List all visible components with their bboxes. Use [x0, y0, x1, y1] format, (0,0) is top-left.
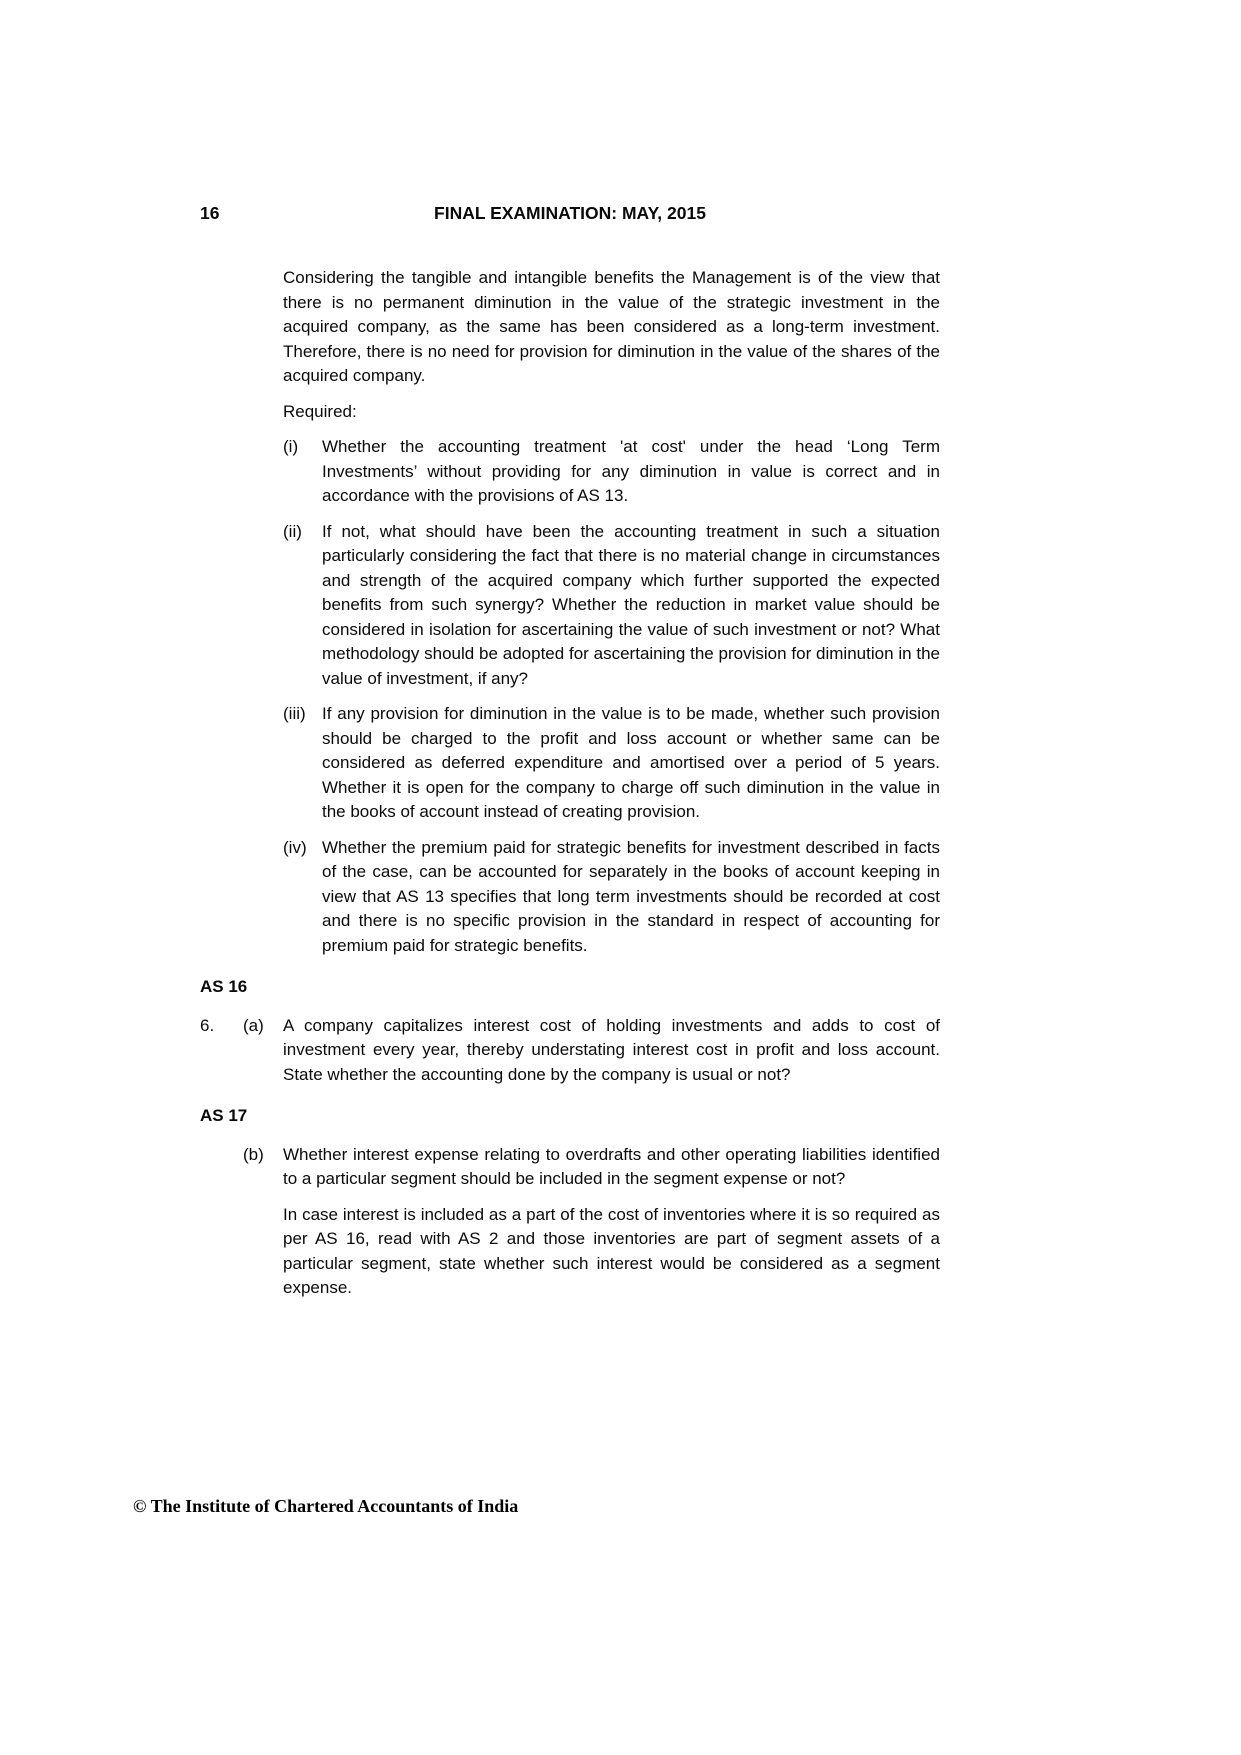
question-sub-marker: (b): [243, 1144, 264, 1164]
list-item-iii: [283, 702, 940, 825]
list-item-text: Whether the premium paid for strategic benefits for investment described in facts of the case, can be accounted for separately in the books of account keeping in view that AS 13 specifies that long term investments should be recorded at cost and there is no specific provision in the standard in respect of accounting for premium paid for strategic benefits.: [322, 837, 940, 955]
copyright-footer: © The Institute of Chartered Accountants of India: [133, 1496, 519, 1516]
list-marker: (i): [283, 437, 299, 456]
page-title: FINAL EXAMINATION: MAY, 2015: [434, 203, 706, 223]
list-item-text: If not, what should have been the accounting treatment in such a situation particularly considering the fact that there is no material change in circumstances and strength of the acquired company which further supported the expected benefits from such synergy? Whether the reduction in market value should be considered in isolation for ascertaining the value of such investment or not? What methodology should be adopted for ascertaining the provision for diminution in the value of investment, if any?: [322, 521, 940, 688]
list-item-text: Whether the accounting treatment 'at cost' under the head ‘Long Term Investments’ without providing for any diminution in value is correct and in accordance with the provisions of AS 13.: [322, 437, 940, 505]
list-item-ii: [283, 520, 940, 692]
list-item-iv: [283, 836, 940, 959]
question-sub-marker: (a): [243, 1015, 264, 1035]
list-item-text: If any provision for diminution in the value is to be made, whether such provision should be charged to the profit and loss account or whether same can be considered as deferred expenditure and amortised over a period of 5 years. Whether it is open for the company to charge off such diminution in the value in the books of account instead of creating provision.: [322, 704, 940, 821]
list-marker: (iii): [283, 704, 306, 723]
question-6b-paragraph-2: In case interest is included as a part of the cost of inventories where it is so required as per AS 16, read with AS 2 and those inventories are part of segment assets of a particular segment, state whether such interest would be considered as a segment expense.: [283, 1204, 940, 1297]
list-item-i: [283, 435, 940, 509]
question-text: A company capitalizes interest cost of holding investments and adds to cost of investment every year, thereby understating interest cost in profit and loss account. State whether the accounting done by the company is usual or not?: [283, 1015, 940, 1084]
list-marker: (iv): [283, 837, 307, 857]
question-text: Whether interest expense relating to overdrafts and other operating liabilities identified to a particular segment should be included in the segment expense or not?: [283, 1144, 940, 1188]
as17-heading: AS 17: [200, 1106, 248, 1125]
question-number: 6.: [200, 1015, 215, 1035]
list-marker: (ii): [283, 521, 302, 541]
required-label: Required:: [283, 401, 357, 421]
as16-heading: AS 16: [200, 977, 248, 996]
intro-paragraph: Considering the tangible and intangible benefits the Management is of the view that there is no permanent diminution in the value of the strategic investment in the acquired company, as the same has been considered as a long-term investment. Therefore, there is no need for provision for diminution in the value of the shares of the acquired company.: [283, 268, 940, 385]
page-header: [200, 202, 940, 224]
page-number: 16: [200, 203, 220, 223]
page-content: [200, 266, 940, 1301]
question-6a: [200, 1014, 940, 1088]
question-6b: [243, 1143, 940, 1192]
